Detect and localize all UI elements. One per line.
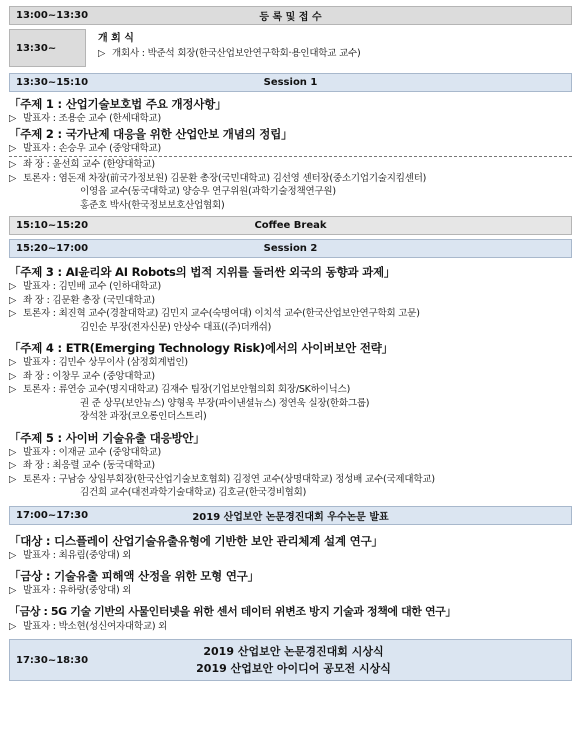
coffee-time: 15:10~15:20 <box>16 220 89 231</box>
awards-label: 2019 산업보안 논문경진대회 우수논문 발표 <box>192 511 389 523</box>
triangle-icon: ▷ <box>9 113 17 124</box>
chair: 좌 장 : 윤선희 교수 (한양대학교) <box>23 159 155 170</box>
closing-time: 17:30~18:30 <box>16 654 89 666</box>
triangle-icon: ▷ <box>9 172 17 184</box>
presenter: 발표자 : 박소현(성신여자대학교) 외 <box>23 620 168 632</box>
awards-time: 17:00~17:30 <box>16 509 89 521</box>
topic-2: 「주제 2 : 국가난제 대응을 위한 산업안보 개념의 정립」 <box>9 126 293 141</box>
presenter: 발표자 : 이재균 교수 (중앙대학교) <box>23 446 161 458</box>
triangle-icon: ▷ <box>9 308 17 319</box>
presenter: 발표자 : 김민배 교수 (인하대학교) <box>23 281 161 292</box>
session1-bar <box>9 73 572 92</box>
closing-line-2: 2019 산업보안 아이디어 공모전 시상식 <box>196 662 391 675</box>
opening-time: 13:30~ <box>9 29 86 67</box>
triangle-icon: ▷ <box>9 460 17 471</box>
presenter: 발표자 : 조용순 교수 (한세대학교) <box>23 113 161 124</box>
presenter: 발표자 : 최유림(중앙대) 외 <box>23 549 132 561</box>
award-grand: 「대상 : 디스플레이 산업기술유출유형에 기반한 보안 관리체계 설계 연구」 <box>9 533 383 548</box>
program-schedule <box>9 6 572 681</box>
triangle-icon: ▷ <box>9 294 17 306</box>
discussants-cont: 이영읍 교수(동국대학교) 양승우 연구위원(과학기술정책연구원) <box>80 186 336 197</box>
triangle-icon: ▷ <box>9 620 17 632</box>
chair: 좌 장 : 김문환 총장 (국민대학교) <box>23 294 155 306</box>
topic-1: 「주제 1 : 산업기술보호법 주요 개정사항」 <box>9 97 227 111</box>
topic-5: 「주제 5 : 사이버 기술유출 대응방안」 <box>9 430 205 445</box>
discussants-cont: 홍준호 박사(한국정보보호산업협회) <box>80 199 225 211</box>
chair: 좌 장 : 최응렬 교수 (동국대학교) <box>23 460 155 471</box>
coffee-bar <box>9 216 572 235</box>
triangle-icon: ▷ <box>9 585 17 596</box>
coffee-label: Coffee Break <box>254 220 327 231</box>
triangle-icon: ▷ <box>9 357 17 368</box>
chair: 좌 장 : 이창무 교수 (중앙대학교) <box>23 370 155 382</box>
session1-time: 13:30~15:10 <box>16 77 89 88</box>
discussants-cont: 김인순 부장(전자신문) 안상수 대표((주)더캐쉬) <box>80 321 272 333</box>
opening-row <box>9 29 572 67</box>
registration-bar <box>9 6 572 25</box>
session1-label: Session 1 <box>263 77 318 88</box>
presenter: 발표자 : 유하랑(중앙대) 외 <box>23 585 132 596</box>
triangle-icon: ▷ <box>9 446 17 458</box>
opening-title: 개 회 식 <box>98 33 134 44</box>
registration-label: 등 록 및 접 수 <box>259 12 322 23</box>
award-gold-2: 「금상 : 5G 기술 기반의 사물인터넷을 위한 센서 데이터 위변조 방지 기술과 정책에 대한 연구」 <box>9 604 457 618</box>
session2-bar <box>9 239 572 258</box>
divider <box>9 156 572 157</box>
discussants: 토론자 : 최진혁 교수(경찰대학교) 김민지 교수(숙명여대) 이치석 교수(한국산업보안연구학회 고문) <box>23 308 420 319</box>
discussants-cont: 권 준 상무(보안뉴스) 양형욱 부장(파이낸셜뉴스) 정연욱 실장(한화그룹) <box>80 397 370 409</box>
registration-time: 13:00~13:30 <box>16 10 89 21</box>
triangle-icon: ▷ <box>9 473 17 485</box>
session2-label: Session 2 <box>263 243 318 254</box>
presenter: 발표자 : 김민수 상무이사 (삼정회계법인) <box>23 357 188 368</box>
session2-time: 15:20~17:00 <box>16 243 89 254</box>
discussants-cont: 김건희 교수(대전과학기술대학교) 김호균(한국경비협회) <box>80 487 307 498</box>
discussants: 토론자 : 구남승 상임부회장(한국산업기술보호협회) 김정연 교수(상명대학교) 정성배 교수(국제대학교) <box>23 473 435 485</box>
award-gold-1: 「금상 : 기술유출 피해액 산정을 위한 모형 연구」 <box>9 569 259 583</box>
triangle-icon: ▷ <box>9 142 17 154</box>
triangle-icon: ▷ <box>9 281 17 292</box>
closing-row <box>9 639 572 681</box>
triangle-icon: ▷ <box>9 384 17 395</box>
triangle-icon: ▷ <box>9 370 17 382</box>
awards-bar <box>9 506 572 525</box>
triangle-icon: ▷ <box>9 159 17 170</box>
triangle-icon: ▷ <box>98 48 106 59</box>
presenter: 발표자 : 손승우 교수 (중앙대학교) <box>23 142 161 154</box>
opening-speech: 개회사 : 박준석 회장(한국산업보안연구학회·용인대학교 교수) <box>112 48 361 59</box>
discussants-cont: 장석찬 과장(코오롱인더스트리) <box>80 411 207 422</box>
topic-4: 「주제 4 : ETR(Emerging Technology Risk)에서의 사이버보안 전략」 <box>9 341 393 355</box>
triangle-icon: ▷ <box>9 549 17 561</box>
discussants: 토론자 : 염돈재 차장(前국가정보원) 김문환 총장(국민대학교) 김선영 센터장(중소기업기술지킴센터) <box>23 172 427 184</box>
discussants: 토론자 : 류연승 교수(명지대학교) 김재수 팀장(기업보안협의회 회장/SK하이닉스) <box>23 384 351 395</box>
topic-3: 「주제 3 : AI윤리와 AI Robots의 법적 지위를 둘러싼 외국의 동향과 과제」 <box>9 265 396 279</box>
closing-line-1: 2019 산업보안 논문경진대회 시상식 <box>203 645 384 658</box>
